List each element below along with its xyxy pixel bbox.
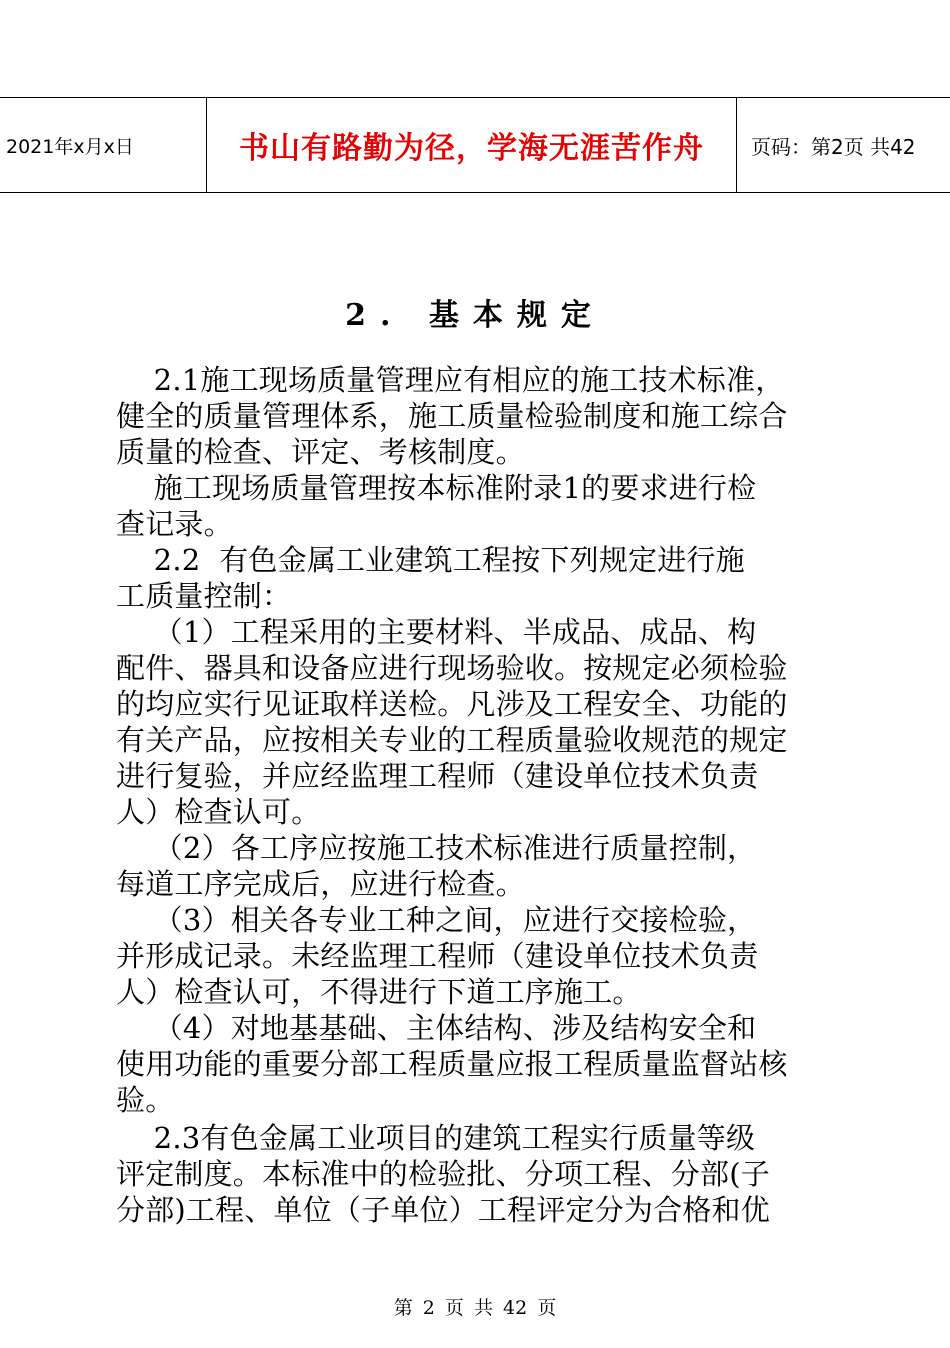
paragraph-line: 查记录。	[116, 507, 233, 541]
paragraph-line: 评定制度。本标准中的检验批、分项工程、分部(子	[116, 1157, 770, 1191]
paragraph-line: 分部)工程、单位（子单位）工程评定分为合格和优	[116, 1193, 770, 1227]
section-title: 2. 基本规定	[345, 298, 605, 333]
header-page-info: 页码：第2页 共42	[751, 134, 916, 159]
paragraph-line: 并形成记录。未经监理工程师（建设单位技术负责	[116, 939, 759, 973]
paragraph-line: 人）检查认可，不得进行下道工序施工。	[116, 975, 642, 1009]
paragraph-line: 2.1施工现场质量管理应有相应的施工技术标准，	[116, 363, 785, 397]
header-motto: 书山有路勤为径，学海无涯苦作舟	[207, 98, 737, 192]
paragraph-line: （4）对地基基础、主体结构、涉及结构安全和	[116, 1011, 757, 1045]
paragraph-line: （1）工程采用的主要材料、半成品、成品、构	[116, 615, 757, 649]
page-footer: 第 2 页 共 42 页	[393, 1297, 557, 1319]
paragraph-line: 配件、器具和设备应进行现场验收。按规定必须检验	[116, 651, 788, 685]
paragraph-line: 2.2 有色金属工业建筑工程按下列规定进行施	[116, 543, 745, 577]
paragraph-line: 的均应实行见证取样送检。凡涉及工程安全、功能的	[116, 687, 788, 721]
paragraph-line: 进行复验，并应经监理工程师（建设单位技术负责	[116, 759, 759, 793]
paragraph-line: 使用功能的重要分部工程质量应报工程质量监督站核	[116, 1047, 788, 1081]
paragraph-line: 健全的质量管理体系，施工质量检验制度和施工综合	[116, 399, 788, 433]
paragraph-line: （2）各工序应按施工技术标准进行质量控制，	[116, 831, 757, 865]
paragraph-line: 2.3有色金属工业项目的建筑工程实行质量等级	[116, 1121, 756, 1155]
paragraph-line: 工质量控制：	[116, 579, 292, 613]
header-table	[0, 97, 950, 193]
paragraph-line: （3）相关各专业工种之间，应进行交接检验，	[116, 903, 757, 937]
paragraph-line: 人）检查认可。	[116, 795, 321, 829]
paragraph-line: 有关产品，应按相关专业的工程质量验收规范的规定	[116, 723, 788, 757]
paragraph-line: 质量的检查、评定、考核制度。	[116, 435, 525, 469]
paragraph-line: 施工现场质量管理按本标准附录1的要求进行检	[116, 471, 757, 505]
paragraph-line: 验。	[116, 1083, 175, 1117]
header-date: 2021年x月x日	[0, 98, 207, 192]
paragraph-line: 每道工序完成后，应进行检查。	[116, 867, 525, 901]
